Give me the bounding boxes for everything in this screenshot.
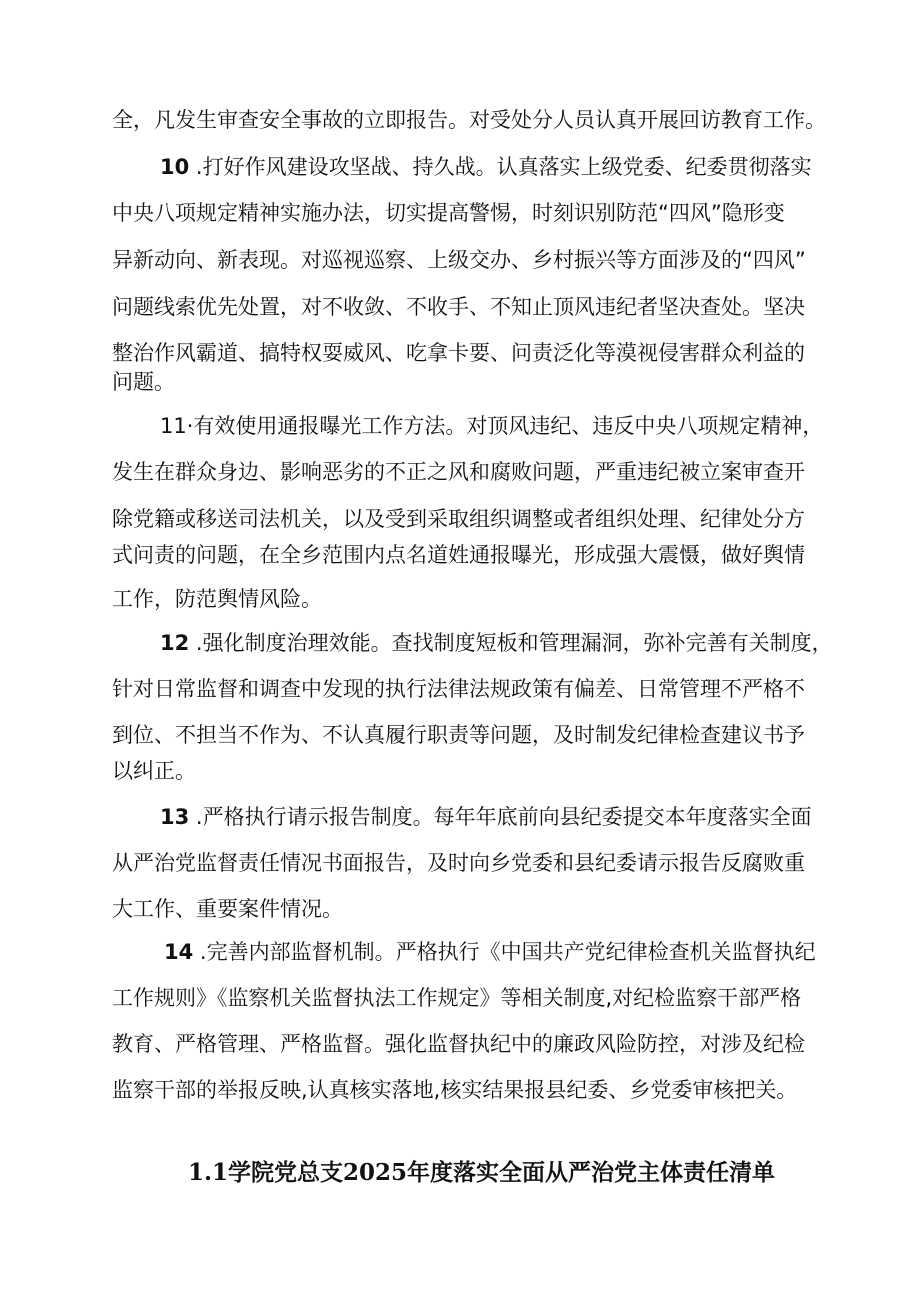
text-line: 整治作风霸道、搞特权耍威风、吃拿卡要、问责泛化等漠视侵害群众利益的	[112, 341, 805, 365]
text-line: 问题。	[112, 370, 175, 394]
text-line: 监察干部的举报反映,认真核实落地,核实结果报县纪委、乡党委审核把关。	[112, 1078, 798, 1102]
text-line: 工作规则》《监察机关监督执法工作规定》等相关制度,对纪检监察干部严格	[112, 986, 802, 1010]
text-line: 式问责的问题，在全乡范围内点名道姓通报曝光，形成强大震慑，做好舆情	[112, 543, 805, 567]
section-heading: 1.1学院党总支2025年度落实全面从严治党主体责任清单	[188, 1159, 776, 1186]
text-line: 大工作、重要案件情况。	[112, 897, 343, 921]
text-line: 12 .强化制度治理效能。查找制度短板和管理漏洞，弥补完善有关制度，	[160, 631, 833, 655]
text-line: 针对日常监督和调查中发现的执行法律法规政策有偏差、日常管理不严格不	[112, 677, 805, 701]
text-line: 除党籍或移送司法机关，以及受到采取组织调整或者组织处理、纪律处分方	[112, 507, 805, 531]
text-line: 问题线索优先处置，对不收敛、不收手、不知止顶风违纪者坚决查处。坚决	[112, 295, 805, 319]
text-line: 从严治党监督责任情况书面报告，及时向乡党委和县纪委请示报告反腐败重	[112, 851, 805, 875]
text-line: 11·有效使用通报曝光工作方法。对顶风违纪、违反中央八项规定精神，	[160, 414, 824, 438]
text-line: 13 .严格执行请示报告制度。每年年底前向县纪委提交本年度落实全面	[160, 805, 812, 829]
text-line: 发生在群众身边、影响恶劣的不正之风和腐败问题，严重违纪被立案审查开	[112, 460, 805, 484]
text-line: 中央八项规定精神实施办法，切实提高警惕，时刻识别防范“四风”隐形变	[112, 201, 785, 225]
text-line: 以纠正。	[112, 759, 196, 783]
text-line: 全，凡发生审查安全事故的立即报告。对受处分人员认真开展回访教育工作。	[112, 108, 826, 132]
text-line: 异新动向、新表现。对巡视巡察、上级交办、乡村振兴等方面涉及的“四风”	[112, 248, 806, 272]
text-line: 到位、不担当不作为、不认真履行职责等问题，及时制发纪律检查建议书予	[112, 723, 805, 747]
text-line: 10 .打好作风建设攻坚战、持久战。认真落实上级党委、纪委贯彻落实	[160, 155, 812, 179]
text-line: 工作，防范舆情风险。	[112, 587, 322, 611]
text-line: 14 .完善内部监督机制。严格执行《中国共产党纪律检查机关监督执纪	[164, 940, 816, 964]
text-line: 教育、严格管理、严格监督。强化监督执纪中的廉政风险防控，对涉及纪检	[112, 1032, 805, 1056]
